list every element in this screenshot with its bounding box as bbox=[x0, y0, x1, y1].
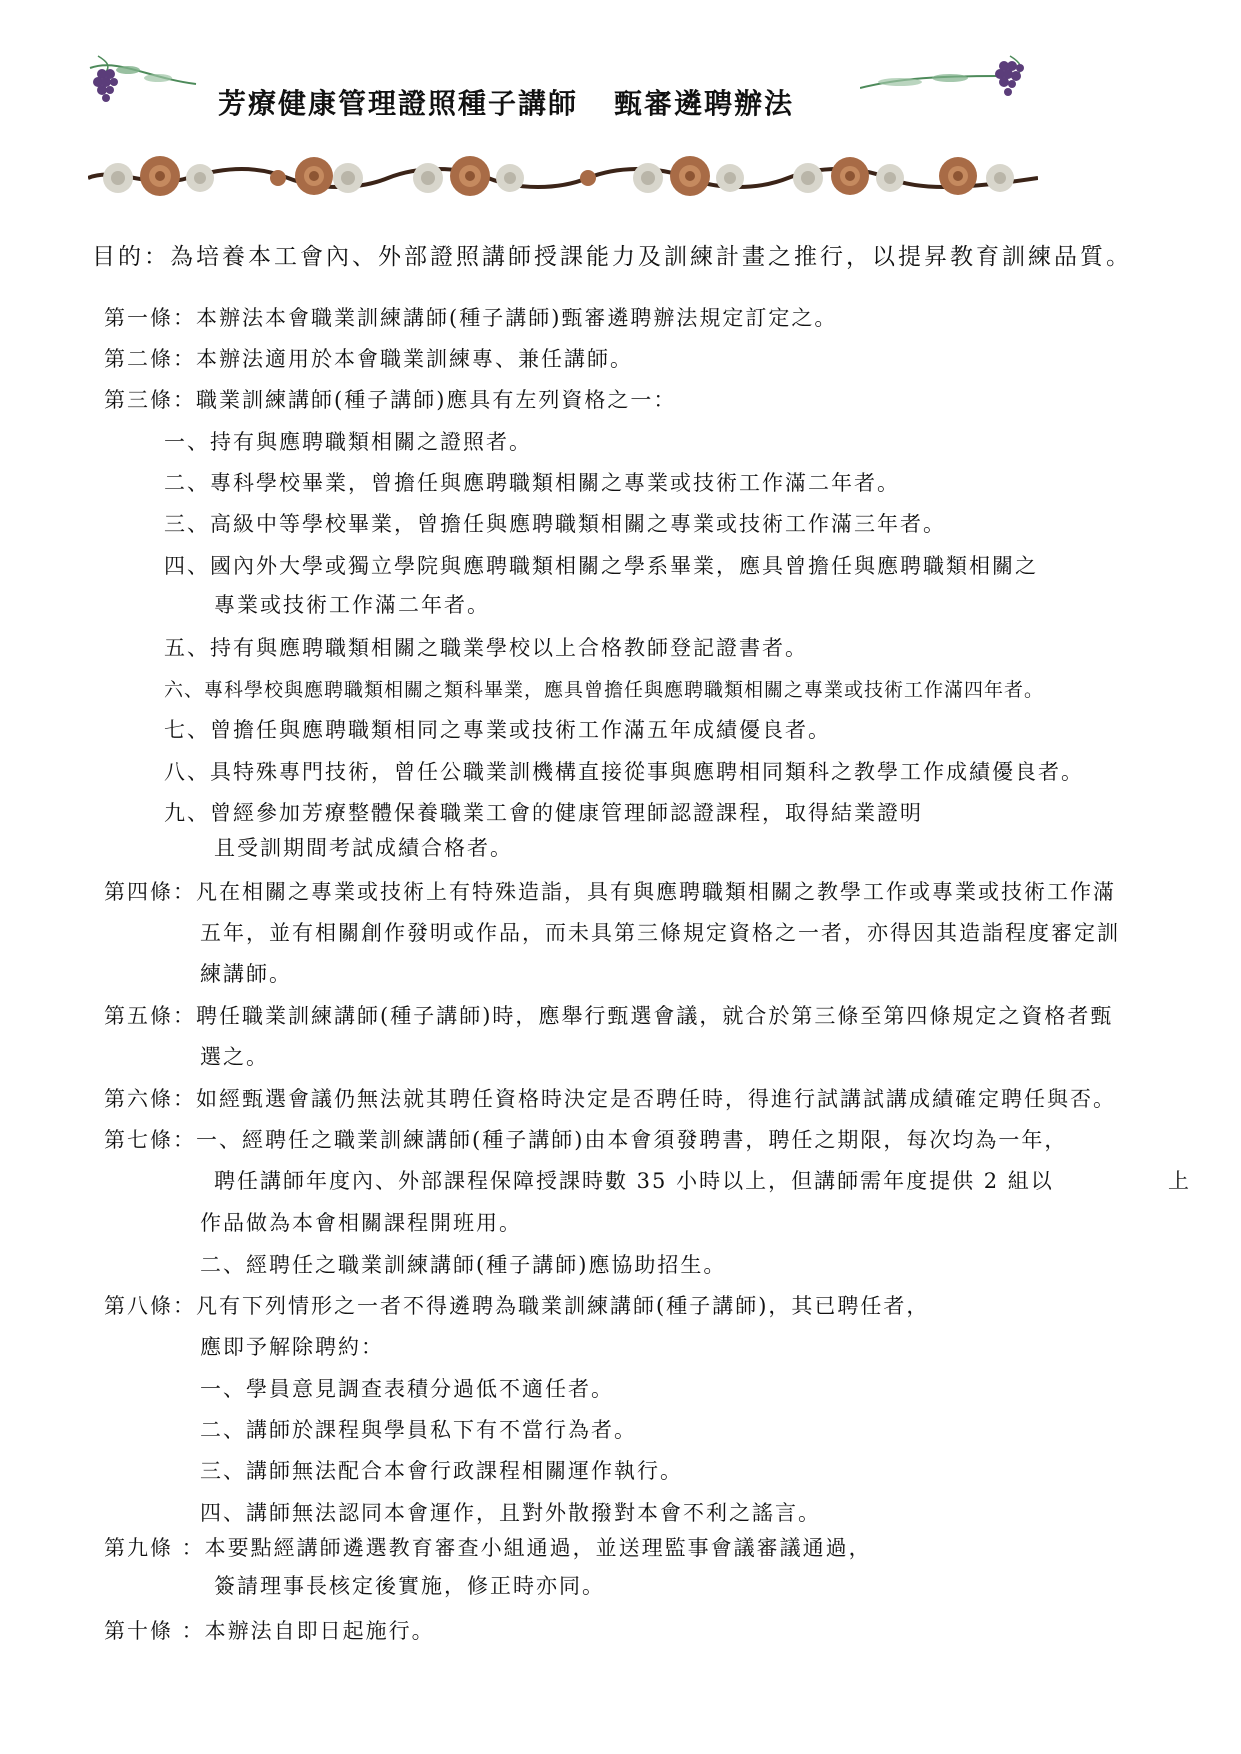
article-3-item-5: 五、持有與應聘職類相關之職業學校以上合格教師登記證書者。 bbox=[164, 636, 808, 660]
article-8-cont: 應即予解除聘約： bbox=[200, 1335, 384, 1359]
article-4-cont-1: 五年，並有相關創作發明或作品，而未具第三條規定資格之一者，亦得因其造詣程度審定訓 bbox=[200, 921, 1120, 945]
article-8-item-1: 一、學員意見調查表積分過低不適任者。 bbox=[200, 1377, 614, 1401]
article-3-item-2: 二、專科學校畢業，曾擔任與應聘職類相關之專業或技術工作滿二年者。 bbox=[164, 471, 900, 495]
article-9-cont: 簽請理事長核定後實施，修正時亦同。 bbox=[214, 1574, 605, 1598]
article-7-cont-1: 聘任講師年度內、外部課程保障授課時數 35 小時以上，但講師需年度提供 2 組以 bbox=[214, 1169, 1054, 1193]
article-3-item-3: 三、高級中等學校畢業，曾擔任與應聘職類相關之專業或技術工作滿三年者。 bbox=[164, 512, 946, 536]
purpose-statement: 目的：為培養本工會內、外部證照講師授課能力及訓練計畫之推行，以提昇教育訓練品質。 bbox=[92, 244, 1132, 270]
title-sub: 甄審遴聘辦法 bbox=[614, 87, 795, 120]
article-7-item-2: 二、經聘任之職業訓練講師(種子講師)應協助招生。 bbox=[200, 1253, 727, 1277]
title-main: 芳療健康管理證照種子講師 bbox=[218, 87, 579, 120]
article-3-item-4-cont: 專業或技術工作滿二年者。 bbox=[214, 593, 490, 617]
article-8-item-3: 三、講師無法配合本會行政課程相關運作執行。 bbox=[200, 1459, 683, 1483]
article-8-item-4: 四、講師無法認同本會運作，且對外散撥對本會不利之謠言。 bbox=[200, 1501, 821, 1525]
article-3-item-4: 四、國內外大學或獨立學院與應聘職類相關之學系畢業，應具曾擔任與應聘職類相關之 bbox=[164, 554, 1038, 578]
article-4-cont-2: 練講師。 bbox=[200, 962, 292, 986]
article-3-item-9-cont: 且受訓期間考試成績合格者。 bbox=[214, 836, 513, 860]
rose-vine-divider-icon bbox=[88, 152, 1038, 206]
grape-vine-ornament-icon bbox=[88, 48, 198, 108]
article-1: 第一條：本辦法本會職業訓練講師(種子講師)甄審遴聘辦法規定訂定之。 bbox=[104, 306, 838, 330]
article-3-item-1: 一、持有與應聘職類相關之證照者。 bbox=[164, 430, 532, 454]
article-7-cont-2: 作品做為本會相關課程開班用。 bbox=[200, 1211, 522, 1235]
grape-vine-ornament-icon bbox=[860, 52, 1040, 112]
article-3-item-8: 八、具特殊專門技術，曾任公職業訓機構直接從事與應聘相同類科之教學工作成績優良者。 bbox=[164, 760, 1084, 784]
article-8: 第八條：凡有下列情形之一者不得遴聘為職業訓練講師(種子講師)，其已聘任者， bbox=[104, 1294, 930, 1318]
article-3-item-6: 六、專科學校與應聘職類相關之類科畢業，應具曾擔任與應聘職類相關之專業或技術工作滿四年者。 bbox=[164, 679, 1045, 701]
article-5: 第五條：聘任職業訓練講師(種子講師)時，應舉行甄選會議，就合於第三條至第四條規定之資格者甄 bbox=[104, 1004, 1114, 1028]
article-6: 第六條：如經甄選會議仍無法就其聘任資格時決定是否聘任時，得進行試講試講成績確定聘任與否。 bbox=[104, 1087, 1116, 1111]
document-header bbox=[0, 0, 1241, 210]
article-5-cont: 選之。 bbox=[200, 1045, 269, 1069]
article-7: 第七條：一、經聘任之職業訓練講師(種子講師)由本會須發聘書，聘任之期限，每次均為一年， bbox=[104, 1128, 1068, 1152]
article-3: 第三條：職業訓練講師(種子講師)應具有左列資格之一： bbox=[104, 388, 677, 412]
document-title bbox=[218, 82, 794, 122]
article-7-cont-1-end: 上 bbox=[1168, 1169, 1191, 1193]
article-9: 第九條 ：本要點經講師遴選教育審查小組通過，並送理監事會議審議通過， bbox=[104, 1536, 872, 1560]
article-4: 第四條：凡在相關之專業或技術上有特殊造詣，具有與應聘職類相關之教學工作或專業或技術工作滿 bbox=[104, 880, 1116, 904]
article-2: 第二條：本辦法適用於本會職業訓練專、兼任講師。 bbox=[104, 347, 633, 371]
article-3-item-7: 七、曾擔任與應聘職類相同之專業或技術工作滿五年成績優良者。 bbox=[164, 718, 831, 742]
article-10: 第十條 ：本辦法自即日起施行。 bbox=[104, 1619, 435, 1643]
article-3-item-9: 九、曾經參加芳療整體保養職業工會的健康管理師認證課程，取得結業證明 bbox=[164, 801, 923, 825]
article-8-item-2: 二、講師於課程與學員私下有不當行為者。 bbox=[200, 1418, 637, 1442]
